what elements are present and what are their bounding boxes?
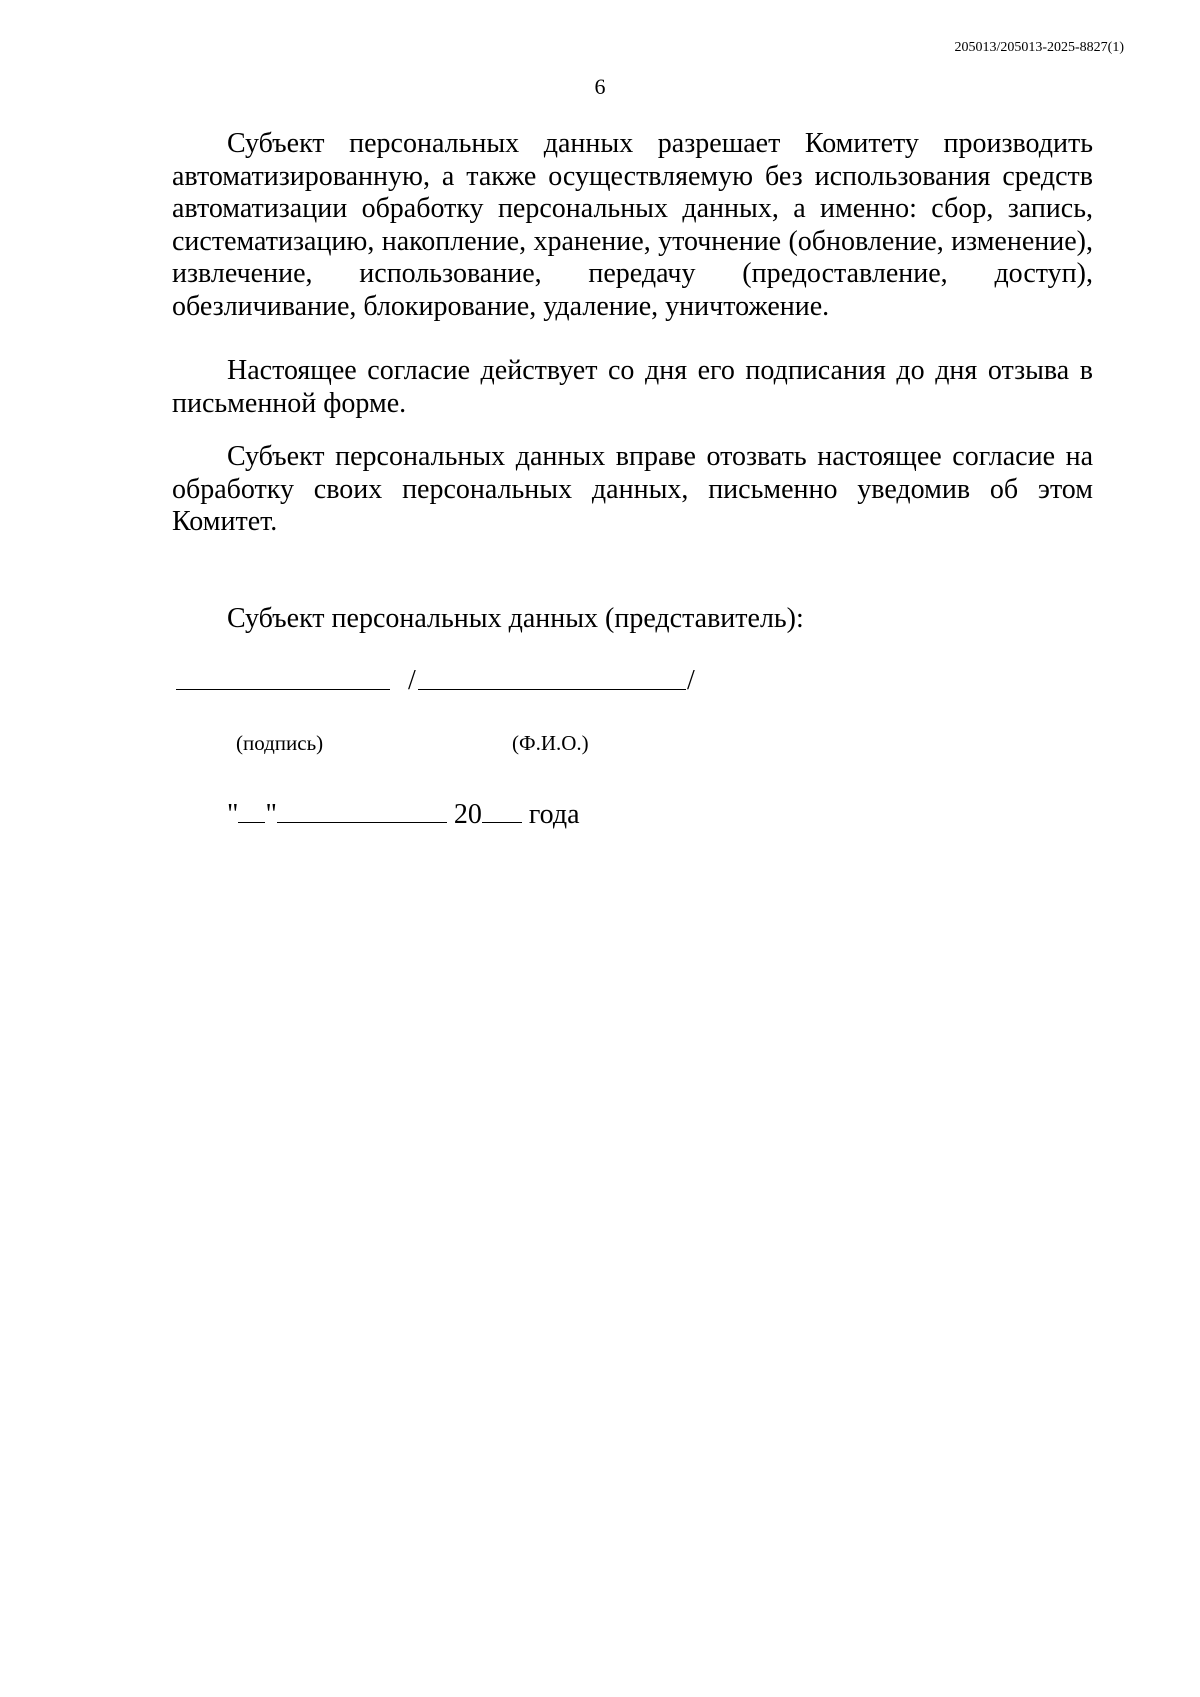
- page-number: 6: [594, 74, 606, 99]
- paragraph-revocation: Субъект персональных данных вправе отозвать настоящее согласие на обработку своих персональных данных, письменно уведомив об этом Комитет.: [172, 441, 1093, 537]
- day-blank: [238, 798, 265, 823]
- paragraph-validity: Настоящее согласие действует со дня его подписания до дня отзыва в письменной форме.: [172, 355, 1093, 419]
- year-prefix: 20: [453, 799, 482, 830]
- year-suffix: года: [528, 799, 580, 830]
- paragraph-processing-consent: Субъект персональных данных разрешает Комитету производить автоматизированную, а также осуществляемую без использования средств автоматизации обработку персональных данных, а именно: сбор, запись, систематизацию, накопление, хранение, уточнение (обновление, изменение), извлечение, использование, передачу (предоставление, доступ), обезличивание, блокирование, удаление, уничтожение.: [172, 128, 1093, 322]
- subject-label: Субъект персональных данных (представитель):: [227, 603, 804, 634]
- quote-close: ": [265, 799, 277, 830]
- signature-caption: (подпись): [236, 731, 324, 755]
- month-blank: [277, 798, 447, 823]
- year-blank: [482, 798, 522, 823]
- document-number: 205013/205013-2025-8827(1): [954, 40, 1124, 55]
- slash-separator-close: /: [687, 665, 695, 696]
- signature-line: [176, 689, 390, 690]
- name-line: [418, 689, 686, 690]
- slash-separator-open: /: [408, 665, 416, 696]
- date-line: [227, 798, 580, 831]
- quote-open: ": [227, 799, 239, 830]
- name-caption: (Ф.И.О.): [512, 731, 589, 755]
